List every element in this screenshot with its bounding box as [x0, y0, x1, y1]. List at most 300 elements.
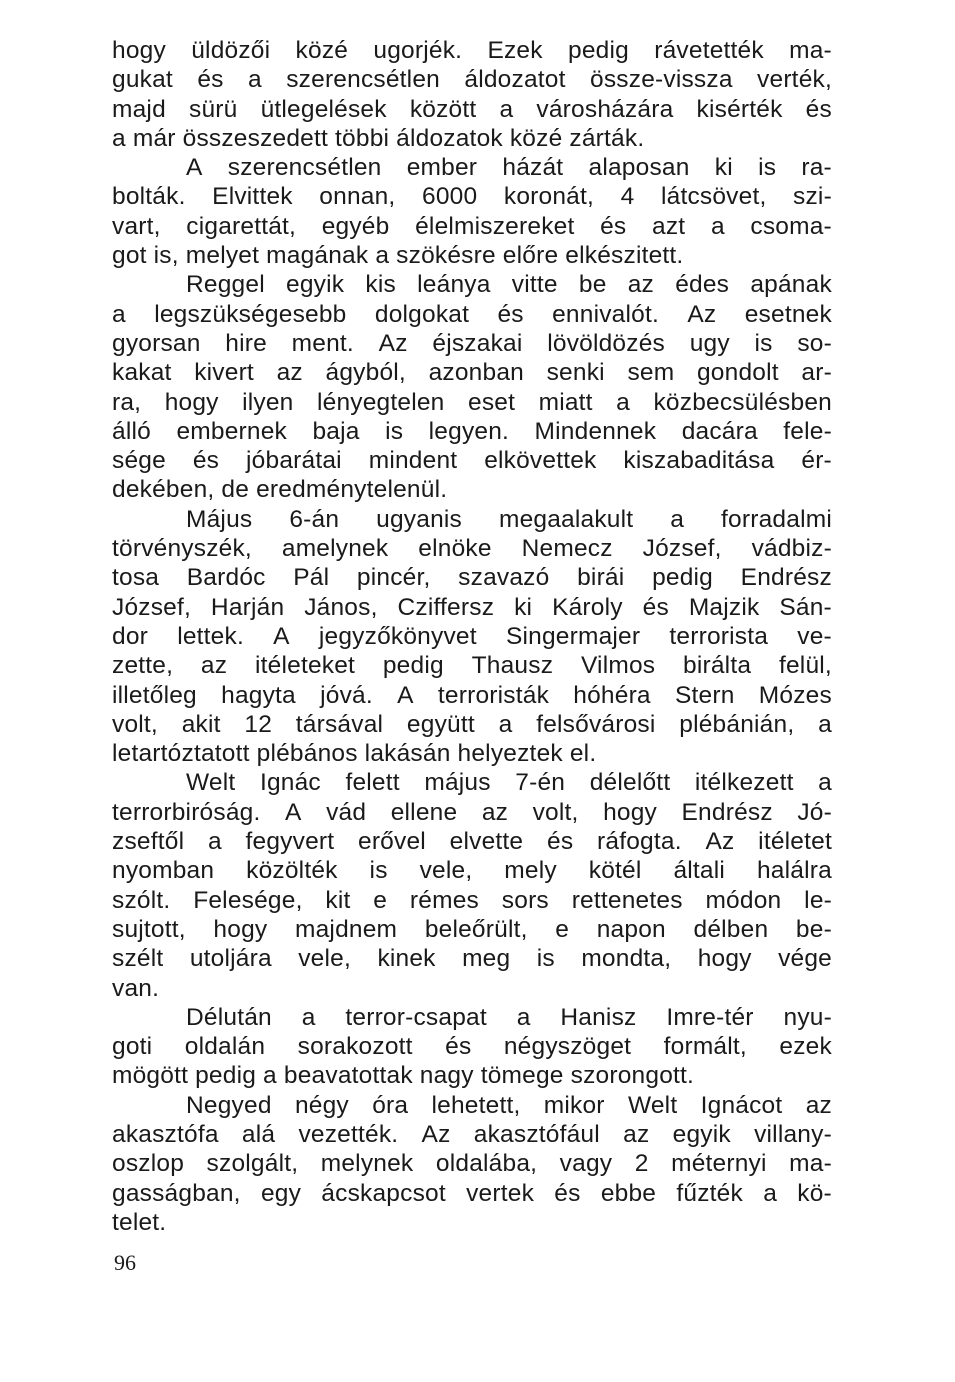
word: ütlegelések: [260, 95, 387, 123]
word: az: [805, 1091, 832, 1119]
word: álló: [112, 417, 151, 445]
page-number: 96: [114, 1250, 136, 1275]
word: a: [498, 710, 513, 738]
word: be-: [795, 915, 832, 943]
word: illetőleg: [112, 681, 197, 709]
word: ra,: [112, 388, 142, 416]
word: terror-csapat: [345, 1003, 487, 1031]
word: mondta,: [581, 945, 672, 973]
word: a: [818, 710, 832, 738]
word: Hanisz: [560, 1003, 637, 1031]
word: apának: [750, 271, 832, 299]
text-line: [112, 1208, 832, 1237]
text-line: [112, 241, 832, 270]
word: egyéb: [321, 212, 390, 240]
word: gyorsan: [112, 329, 201, 357]
word: Thausz: [471, 652, 554, 680]
word: Negyed: [186, 1091, 272, 1119]
word: kis: [365, 271, 396, 299]
word: a: [207, 828, 222, 856]
word: Imre-tér: [666, 1003, 754, 1031]
text-line: [112, 915, 832, 944]
word: jegyzőkönyvet: [318, 622, 477, 650]
text-line: [112, 358, 832, 387]
word: felett: [345, 769, 400, 797]
word: mely: [504, 857, 557, 885]
word: Ignácot: [700, 1091, 783, 1119]
word: szélt: [112, 945, 164, 973]
word: dolgokat: [374, 300, 470, 328]
word: 7-én: [515, 769, 566, 797]
word: és: [497, 300, 524, 328]
word: majd: [112, 95, 166, 123]
word: hogy: [213, 915, 268, 943]
word: szavazó: [458, 564, 550, 592]
word: formált,: [663, 1033, 747, 1061]
word: is: [385, 417, 404, 445]
word: Károly: [552, 593, 623, 621]
word: délelőtt: [589, 769, 671, 797]
word: melynek: [320, 1150, 414, 1178]
word: négyszöget: [503, 1033, 632, 1061]
word: vád: [326, 798, 367, 826]
word: terrorbiróság.: [112, 798, 261, 826]
word: 12: [244, 710, 273, 738]
word: szi-: [793, 183, 832, 211]
word: jóvá.: [320, 681, 373, 709]
word: és: [547, 828, 574, 856]
word: ma-: [789, 1150, 832, 1178]
word: akasztófául: [473, 1120, 600, 1148]
word: élelmiszereket: [415, 212, 575, 240]
text-line: [112, 710, 832, 739]
word: egy: [260, 1179, 302, 1207]
word: Az: [421, 1120, 451, 1148]
word: terroristák: [437, 681, 550, 709]
text-line: [112, 329, 832, 358]
word: e: [555, 915, 570, 943]
word: városházára: [536, 95, 674, 123]
word: kö-: [797, 1179, 832, 1207]
word: lehetett,: [431, 1091, 521, 1119]
text-line: [112, 300, 832, 329]
word: azonban: [428, 359, 524, 387]
text-line: [112, 475, 832, 504]
word: volt,: [112, 710, 158, 738]
word: A: [285, 798, 302, 826]
word: közbecsülésben: [653, 388, 832, 416]
word: terrorista: [669, 622, 769, 650]
word: általi: [673, 857, 726, 885]
word: Felesége,: [193, 886, 303, 914]
word: lettek.: [177, 622, 244, 650]
word: Az: [705, 828, 735, 856]
text-line: [112, 768, 832, 797]
text-line: [112, 1091, 832, 1120]
word: sors: [501, 886, 549, 914]
text-line: [112, 36, 832, 65]
word: A: [397, 681, 414, 709]
word: sorakozott: [297, 1033, 413, 1061]
word: Welt: [186, 769, 236, 797]
word: József,: [642, 535, 722, 563]
word: Elvittek: [212, 183, 293, 211]
line-text: letartóztatott plébános lakásán helyeztek el.: [112, 740, 597, 768]
word: József,: [112, 593, 192, 621]
word: szerencsétlen: [286, 66, 440, 94]
word: bolták.: [112, 183, 186, 211]
word: egyik: [286, 271, 345, 299]
line-text: mögött pedig a beavatottak nagy tömege szorongott.: [112, 1062, 695, 1090]
text-line: [112, 388, 832, 417]
text-line: [112, 593, 832, 622]
word: Stern: [675, 681, 735, 709]
word: ágyból,: [325, 359, 406, 387]
word: erővel: [358, 828, 426, 856]
word: Nemecz: [521, 535, 613, 563]
word: a: [499, 95, 514, 123]
word: meg: [462, 945, 511, 973]
word: fele-: [783, 417, 832, 445]
word: János,: [304, 593, 378, 621]
text-line: [112, 417, 832, 446]
word: ar-: [801, 359, 832, 387]
word: ebbe: [600, 1179, 657, 1207]
text-line: [112, 622, 832, 651]
text-line: [112, 124, 832, 153]
text-line: [112, 95, 832, 124]
word: sége: [112, 447, 166, 475]
word: Mindennek: [534, 417, 657, 445]
word: baja: [312, 417, 360, 445]
word: vége: [778, 945, 832, 973]
text-line: [112, 563, 832, 592]
line-text: a már összeszedett többi áldozatok közé zárták.: [112, 124, 645, 152]
text-line: [112, 1061, 832, 1090]
word: esetnek: [744, 300, 832, 328]
word: vitte: [511, 271, 558, 299]
text-line: [112, 1149, 832, 1178]
word: és: [445, 1033, 472, 1061]
word: 2: [634, 1150, 649, 1178]
text-line: [112, 505, 832, 534]
word: az: [200, 652, 228, 680]
word: a: [301, 1003, 316, 1031]
word: fűzték: [676, 1179, 743, 1207]
word: megaalakult: [498, 505, 634, 533]
word: elnöke: [418, 535, 492, 563]
text-line: [112, 1003, 832, 1032]
line-text: got is, melyet magának a szökésre előre elkészitett.: [112, 242, 684, 270]
word: felsővárosi: [536, 710, 656, 738]
word: kiszabaditása: [623, 447, 775, 475]
word: Május: [186, 505, 253, 533]
text-line: [112, 446, 832, 475]
word: Jó-: [797, 798, 832, 826]
text-line: [112, 651, 832, 680]
word: A: [186, 154, 203, 182]
text-line: [112, 212, 832, 241]
word: miatt: [538, 388, 593, 416]
text-line: [112, 739, 832, 768]
word: között: [409, 95, 477, 123]
word: hire: [225, 329, 267, 357]
word: 6000: [422, 183, 478, 211]
word: gondolt: [696, 359, 779, 387]
word: egyik: [672, 1120, 731, 1148]
word: fegyvert: [245, 828, 335, 856]
word: oldalán: [184, 1033, 266, 1061]
word: mindent: [368, 447, 458, 475]
word: kakat: [112, 359, 172, 387]
word: mikor: [543, 1091, 605, 1119]
word: az: [627, 271, 654, 299]
word: onnan,: [319, 183, 396, 211]
line-text: dekében, de eredménytelenül.: [112, 476, 448, 504]
word: tosa: [112, 564, 160, 592]
word: pedig: [568, 37, 629, 64]
word: ellene: [390, 798, 458, 826]
word: kivert: [194, 359, 254, 387]
word: ma-: [789, 37, 832, 64]
word: Harján: [210, 593, 285, 621]
word: so-: [797, 329, 832, 357]
word: hóhéra: [573, 681, 651, 709]
word: felül,: [778, 652, 832, 680]
word: lövöldözés: [547, 329, 665, 357]
word: és: [197, 66, 224, 94]
word: Endrész: [740, 564, 832, 592]
word: ve-: [797, 622, 832, 650]
word: vezették.: [298, 1120, 399, 1148]
word: Ezek: [487, 37, 543, 64]
word: dacára: [681, 417, 758, 445]
word: szolgált,: [206, 1150, 299, 1178]
word: Welt: [627, 1091, 678, 1119]
word: édes: [675, 271, 730, 299]
word: birálta: [683, 652, 752, 680]
word: senki: [546, 359, 605, 387]
text-line: [112, 153, 832, 182]
word: módon: [705, 886, 782, 914]
word: Ignác: [259, 769, 321, 797]
word: jóbarátai: [246, 447, 342, 475]
word: kit: [325, 886, 351, 914]
word: azt: [652, 212, 686, 240]
text-line: [112, 65, 832, 94]
word: közé: [295, 37, 349, 64]
word: hogy: [164, 388, 219, 416]
word: csoma-: [750, 212, 832, 240]
word: méternyi: [671, 1150, 767, 1178]
word: össze-vissza: [590, 66, 733, 94]
word: beleőrült,: [424, 915, 528, 943]
word: akit: [181, 710, 221, 738]
word: május: [424, 769, 491, 797]
word: ugyanis: [376, 505, 462, 533]
word: éjszakai: [432, 329, 523, 357]
word: a: [112, 300, 126, 328]
word: kötél: [588, 857, 642, 885]
word: itéletet: [758, 828, 832, 856]
word: Mózes: [758, 681, 832, 709]
word: elvette: [449, 828, 524, 856]
text-line: [112, 856, 832, 885]
word: ember: [406, 154, 478, 182]
word: törvényszék,: [112, 535, 252, 563]
word: a: [248, 66, 262, 94]
word: plébánián,: [679, 710, 795, 738]
word: házát: [502, 154, 564, 182]
word: Az: [378, 329, 408, 357]
word: hagyta: [221, 681, 296, 709]
word: legszükségesebb: [154, 300, 347, 328]
word: ment.: [291, 329, 354, 357]
page-body-text: [112, 36, 832, 1237]
word: a: [710, 212, 725, 240]
word: gasságban,: [112, 1179, 241, 1207]
word: délben: [693, 915, 769, 943]
word: Majzik: [688, 593, 760, 621]
word: utoljára: [189, 945, 272, 973]
word: alaposan: [588, 154, 690, 182]
text-line: [112, 681, 832, 710]
word: Pál: [293, 564, 330, 592]
word: együtt: [406, 710, 475, 738]
word: rávetették: [654, 37, 764, 64]
word: lényegtelen: [316, 388, 445, 416]
word: pincér,: [356, 564, 431, 592]
word: kinek: [377, 945, 436, 973]
word: rettenetes: [571, 886, 683, 914]
word: Az: [687, 300, 717, 328]
word: legyen.: [428, 417, 510, 445]
word: leánya: [417, 271, 491, 299]
word: vele,: [419, 857, 473, 885]
word: vádbiz-: [751, 535, 832, 563]
word: ezek: [779, 1033, 832, 1061]
word: e: [373, 886, 388, 914]
word: nyomban: [112, 857, 215, 885]
word: koronát,: [503, 183, 595, 211]
word: közölték: [246, 857, 338, 885]
word: ennivalót.: [552, 300, 659, 328]
word: oszlop: [112, 1150, 185, 1178]
word: be: [578, 271, 607, 299]
word: verték,: [757, 66, 832, 94]
word: üldözői: [191, 37, 271, 64]
word: embernek: [176, 417, 287, 445]
word: zseftől: [112, 828, 185, 856]
line-text: van.: [112, 974, 160, 1002]
word: akasztófa: [112, 1120, 219, 1148]
word: Reggel: [186, 271, 265, 299]
text-line: [112, 534, 832, 563]
word: sujtott,: [112, 915, 186, 943]
word: és: [554, 1179, 581, 1207]
word: Singermajer: [505, 622, 641, 650]
word: is: [758, 154, 777, 182]
word: szerencsétlen: [227, 154, 382, 182]
word: a: [516, 1003, 531, 1031]
word: társával: [295, 710, 384, 738]
text-line: [112, 827, 832, 856]
word: vart,: [112, 212, 161, 240]
word: napon: [596, 915, 666, 943]
word: 4: [620, 183, 635, 211]
word: 6-án: [289, 505, 340, 533]
word: az: [623, 1120, 650, 1148]
word: Vilmos: [580, 652, 656, 680]
word: az: [276, 359, 303, 387]
word: Bardóc: [186, 564, 266, 592]
text-line: [112, 944, 832, 973]
word: A: [273, 622, 290, 650]
word: nyu-: [783, 1003, 832, 1031]
word: sürü: [189, 95, 238, 123]
word: dor: [112, 622, 149, 650]
word: szólt.: [112, 886, 171, 914]
word: amelynek: [281, 535, 389, 563]
word: is: [369, 857, 388, 885]
word: villany-: [754, 1120, 832, 1148]
word: vertek: [466, 1179, 535, 1207]
word: az: [481, 798, 509, 826]
line-text: telet.: [112, 1208, 167, 1236]
word: áldozatot: [464, 66, 566, 94]
word: kisérték: [696, 95, 783, 123]
word: a: [763, 1179, 778, 1207]
word: óra: [372, 1091, 409, 1119]
word: sem: [627, 359, 675, 387]
word: ráfogta.: [597, 828, 682, 856]
word: itélkezett: [694, 769, 794, 797]
word: cigarettát,: [186, 212, 297, 240]
word: halálra: [756, 857, 832, 885]
word: gukat: [112, 66, 173, 94]
word: négy: [294, 1091, 349, 1119]
word: goti: [112, 1033, 153, 1061]
word: ugy: [689, 329, 730, 357]
word: zette,: [112, 652, 174, 680]
word: hogy: [603, 798, 657, 826]
word: ki: [714, 154, 733, 182]
text-line: [112, 270, 832, 299]
word: eset: [468, 388, 516, 416]
word: is: [536, 945, 555, 973]
word: és: [805, 95, 832, 123]
word: hogy: [112, 37, 166, 64]
word: Cziffersz: [397, 593, 495, 621]
word: is: [754, 329, 773, 357]
word: és: [192, 447, 220, 475]
text-line: [112, 974, 832, 1003]
word: le-: [804, 886, 832, 914]
word: birái: [577, 564, 625, 592]
word: forradalmi: [721, 505, 832, 533]
text-line: [112, 1179, 832, 1208]
word: oldalába,: [435, 1150, 538, 1178]
word: hogy: [697, 945, 752, 973]
text-line: [112, 1032, 832, 1061]
word: ér-: [801, 447, 832, 475]
word: a: [818, 769, 832, 797]
word: vagy: [559, 1150, 613, 1178]
word: pedig: [652, 564, 714, 592]
word: ugorjék.: [373, 37, 463, 64]
word: pedig: [382, 652, 444, 680]
word: és: [642, 593, 669, 621]
